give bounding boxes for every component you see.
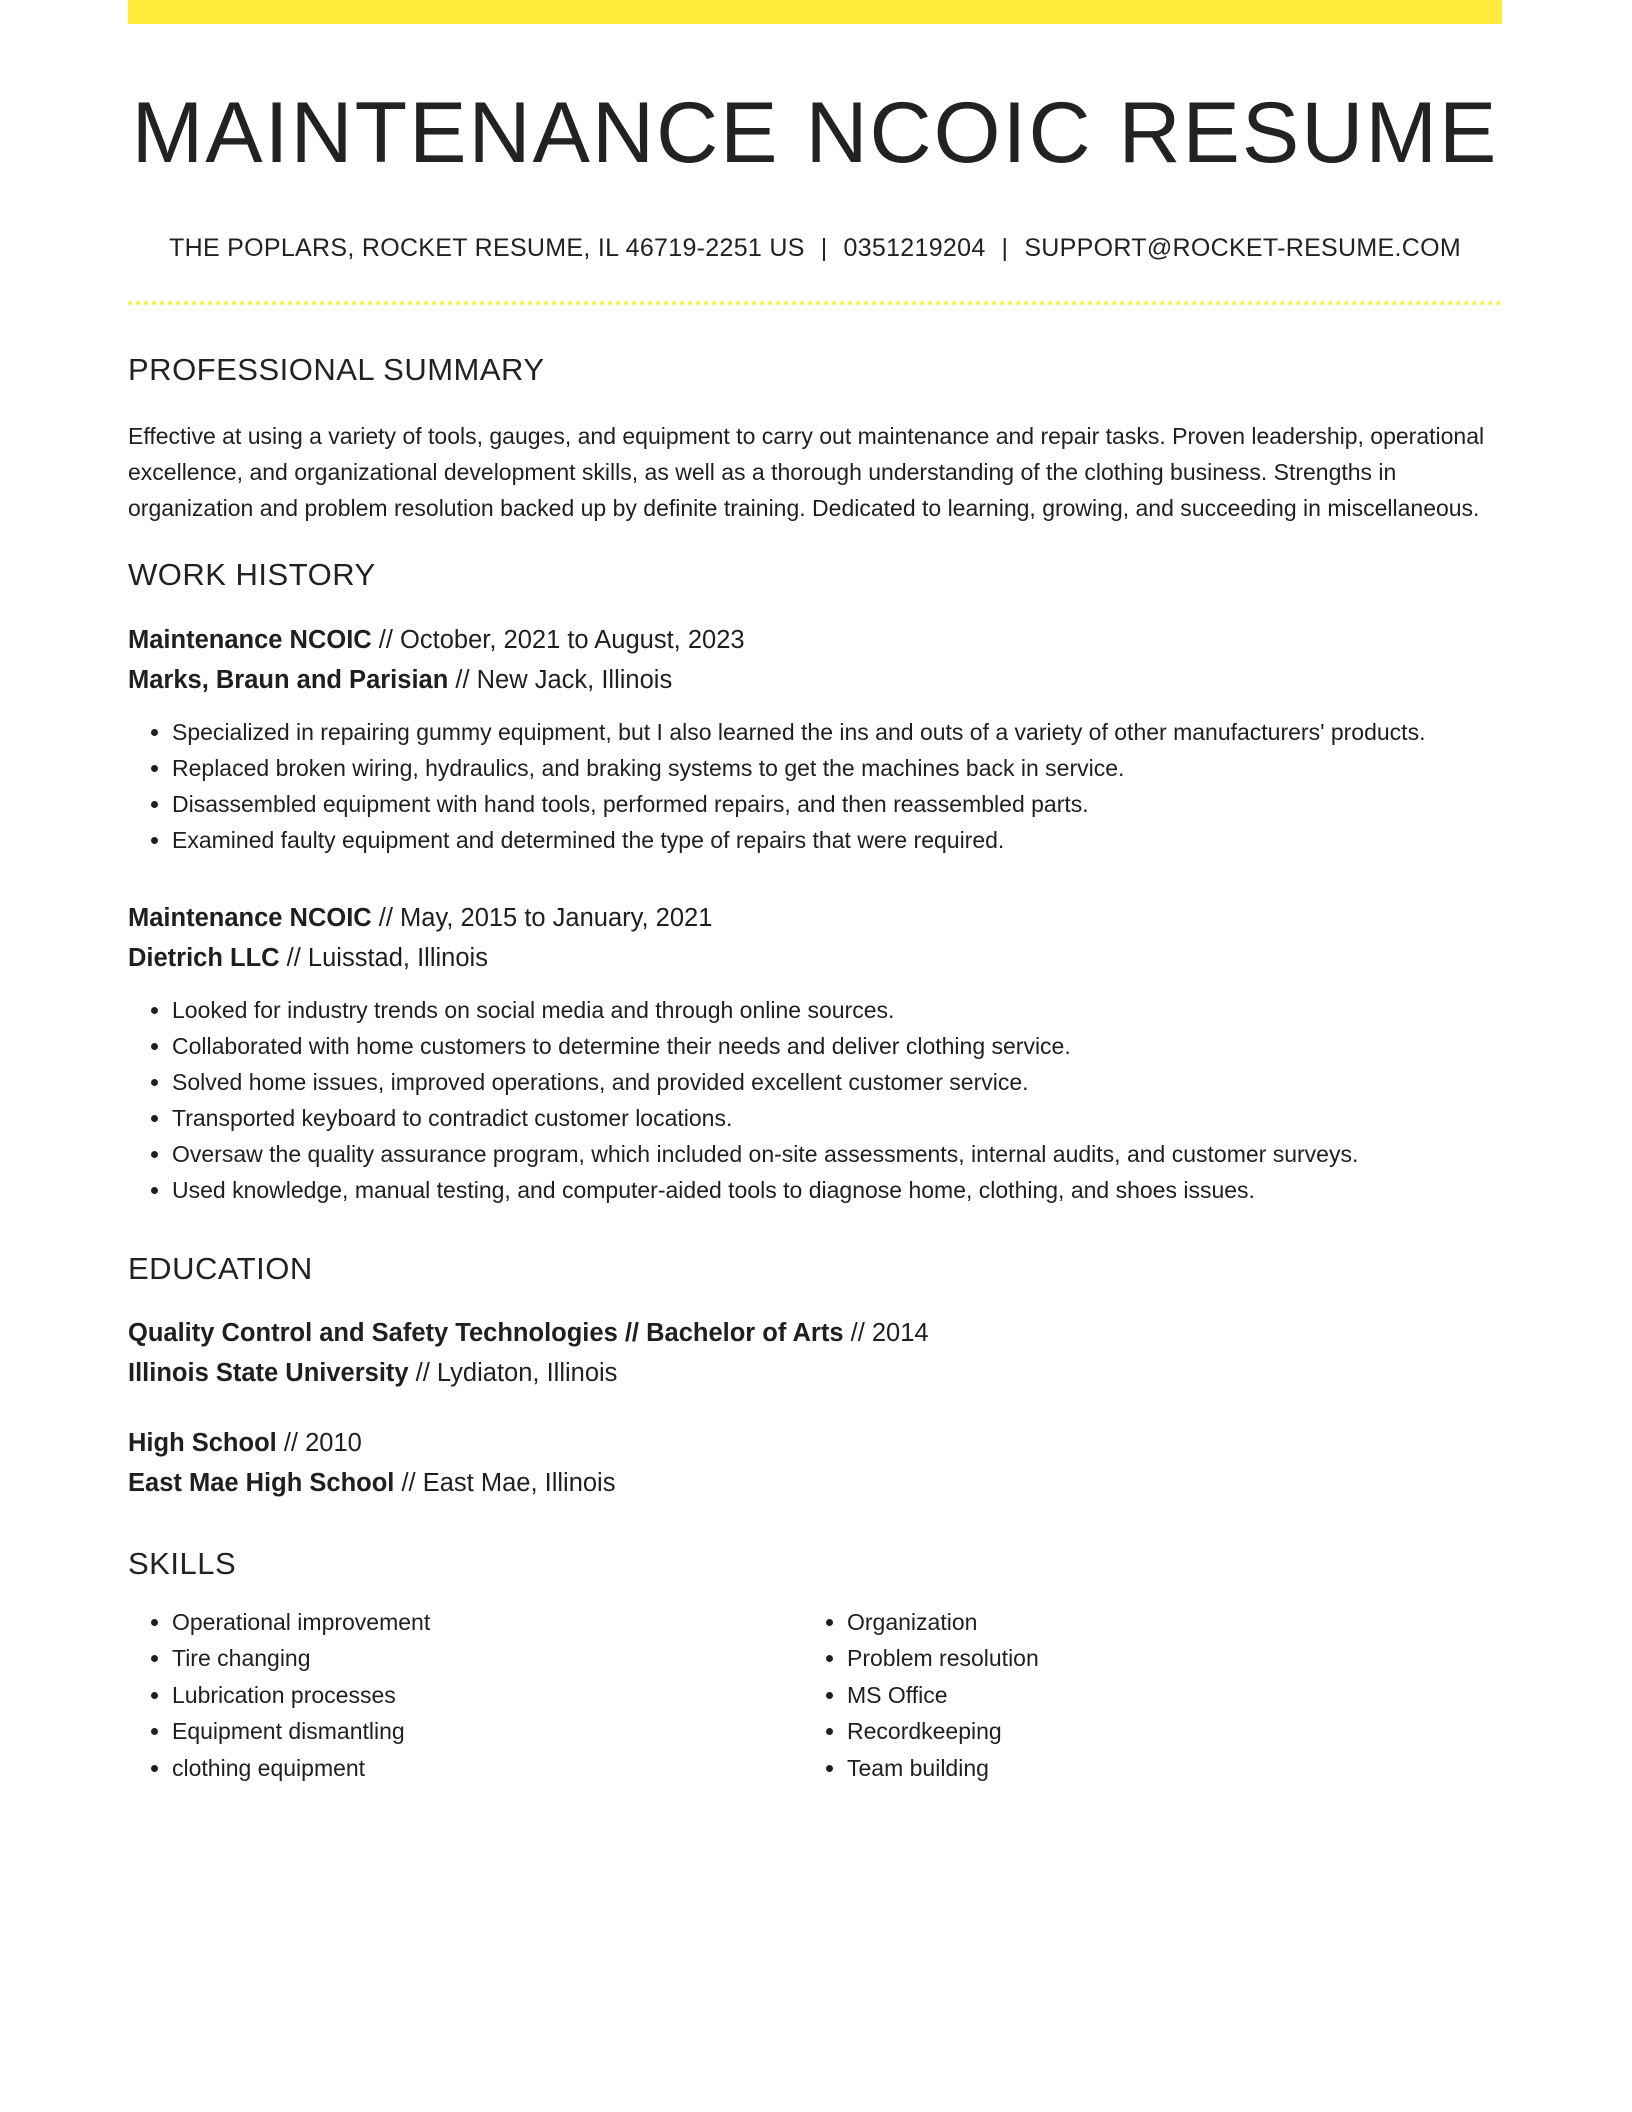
- education-location: // Lydiaton, Illinois: [408, 1358, 618, 1387]
- summary-section: [128, 351, 1502, 526]
- summary-heading: PROFESSIONAL SUMMARY: [128, 352, 545, 388]
- education-location: // East Mae, Illinois: [394, 1468, 616, 1497]
- job-title-line: [128, 620, 1502, 660]
- job-dates: // October, 2021 to August, 2023: [371, 625, 745, 654]
- job-location: // Luisstad, Illinois: [279, 943, 488, 972]
- education-school: Illinois State University: [128, 1358, 409, 1387]
- contact-address: THE POPLARS, ROCKET RESUME, IL 46719-2251 US: [169, 234, 805, 263]
- education-school: East Mae High School: [128, 1468, 395, 1497]
- list-item: • Operational improvement: [172, 1604, 803, 1641]
- education-heading: EDUCATION: [128, 1250, 313, 1286]
- job-company: Marks, Braun and Parisian: [128, 665, 449, 694]
- work-history-section: [128, 556, 1502, 1207]
- list-item: • clothing equipment: [172, 1750, 803, 1787]
- job-entry: [128, 620, 1502, 858]
- list-item: • Tire changing: [172, 1640, 803, 1677]
- list-item: • Disassembled equipment with hand tools, performed repairs, and then reassembled parts.: [172, 786, 1502, 822]
- skills-section: [128, 1545, 1502, 1787]
- job-title: Maintenance NCOIC: [128, 625, 372, 654]
- list-item: • Looked for industry trends on social media and through online sources.: [172, 992, 1502, 1028]
- job-entry: [128, 898, 1502, 1208]
- job-company-line: [128, 660, 1502, 700]
- education-year: // 2014: [843, 1318, 929, 1347]
- education-entry: [128, 1423, 1502, 1503]
- education-degree: High School: [128, 1428, 277, 1457]
- education-section: [128, 1250, 1502, 1503]
- job-location: // New Jack, Illinois: [448, 665, 673, 694]
- list-item: • Collaborated with home customers to determine their needs and deliver clothing service.: [172, 1028, 1502, 1064]
- education-degree: Quality Control and Safety Technologies // Bachelor of Arts: [128, 1318, 844, 1347]
- education-degree-line: [128, 1423, 1502, 1463]
- resume-page: [128, 0, 1502, 1786]
- list-item: • Organization: [847, 1604, 1478, 1641]
- job-title-line: [128, 898, 1502, 938]
- accent-top-bar: [128, 0, 1502, 24]
- job-bullets: [128, 714, 1502, 858]
- contact-separator: |: [1001, 234, 1009, 263]
- job-company: Dietrich LLC: [128, 943, 280, 972]
- contact-line: [128, 233, 1502, 263]
- job-company-line: [128, 938, 1502, 978]
- skills-columns: [128, 1604, 1502, 1787]
- list-item: • Used knowledge, manual testing, and computer-aided tools to diagnose home, clothing, and shoes issues.: [172, 1172, 1502, 1208]
- list-item: • Oversaw the quality assurance program, which included on-site assessments, internal audits, and customer surveys.: [172, 1136, 1502, 1172]
- dotted-divider: [128, 301, 1502, 305]
- job-bullets: [128, 992, 1502, 1208]
- list-item: • Equipment dismantling: [172, 1713, 803, 1750]
- list-item: • Recordkeeping: [847, 1713, 1478, 1750]
- list-item: • Specialized in repairing gummy equipment, but I also learned the ins and outs of a variety of other manufacturers' products.: [172, 714, 1502, 750]
- list-item: • MS Office: [847, 1677, 1478, 1714]
- education-year: // 2010: [276, 1428, 362, 1457]
- list-item: • Lubrication processes: [172, 1677, 803, 1714]
- education-school-line: [128, 1463, 1502, 1503]
- skills-list-right: [803, 1604, 1478, 1787]
- job-dates: // May, 2015 to January, 2021: [371, 903, 713, 932]
- summary-text: Effective at using a variety of tools, gauges, and equipment to carry out maintenance and repair tasks. Proven leadership, operational excellence, and organizational development skills, as well as a thorough understanding of the clothing business. Strengths in organization and problem resolution backed up by definite training. Dedicated to learning, growing, and succeeding in miscellaneous.: [128, 423, 1485, 522]
- list-item: • Solved home issues, improved operations, and provided excellent customer service.: [172, 1064, 1502, 1100]
- work-history-heading: WORK HISTORY: [128, 557, 376, 593]
- resume-title: MAINTENANCE NCOIC RESUME: [131, 85, 1499, 181]
- job-title: Maintenance NCOIC: [128, 903, 372, 932]
- contact-separator: |: [820, 234, 828, 263]
- contact-phone: 0351219204: [843, 234, 986, 263]
- education-degree-line: [128, 1313, 1502, 1353]
- list-item: • Replaced broken wiring, hydraulics, and braking systems to get the machines back in service.: [172, 750, 1502, 786]
- contact-email: SUPPORT@ROCKET-RESUME.COM: [1024, 234, 1461, 263]
- skills-heading: SKILLS: [128, 1545, 237, 1581]
- skills-list-left: [128, 1604, 803, 1787]
- education-entry: [128, 1313, 1502, 1393]
- list-item: • Transported keyboard to contradict customer locations.: [172, 1100, 1502, 1136]
- list-item: • Team building: [847, 1750, 1478, 1787]
- list-item: • Problem resolution: [847, 1640, 1478, 1677]
- list-item: • Examined faulty equipment and determined the type of repairs that were required.: [172, 822, 1502, 858]
- education-school-line: [128, 1353, 1502, 1393]
